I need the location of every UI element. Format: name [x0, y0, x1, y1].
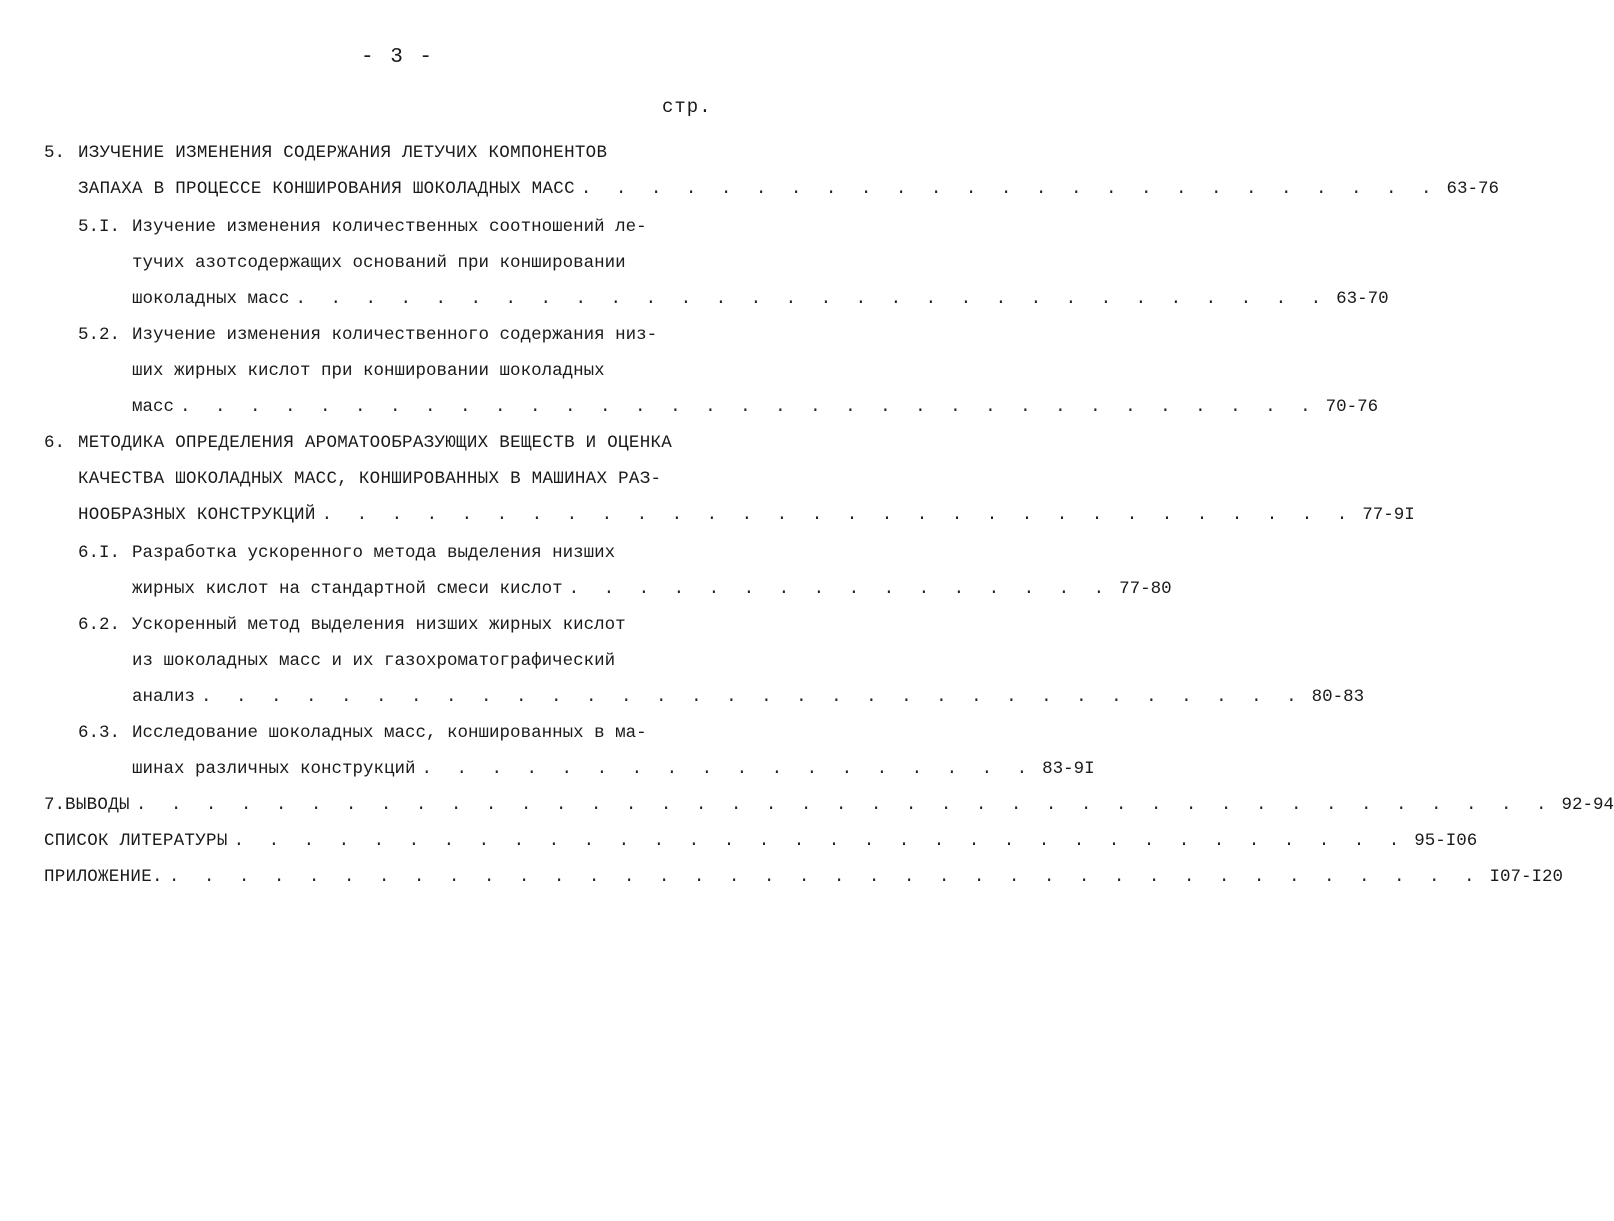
toc-entry-6-3-last-line — [132, 754, 1095, 784]
entry-number: 6.I. — [78, 543, 121, 563]
toc-entry-6-3 — [78, 718, 647, 748]
toc-entry-5-2 — [78, 320, 657, 350]
dot-leader: . . . . . . . . . . . . . . . . . . . . . . . . . . . . . . — [295, 289, 1329, 309]
dot-leader: . . . . . . . . . . . . . . . . — [568, 579, 1112, 599]
entry-pages: 77-80 — [1119, 579, 1172, 599]
toc-entry-6-2 — [78, 610, 626, 640]
entry-title-line: масс — [132, 397, 175, 417]
pages-column-label: стр. — [662, 96, 712, 118]
entry-number: 7. — [44, 795, 66, 815]
dot-leader: . . . . . . . . . . . . . . . . . . . . . . . . . . . . . . — [321, 505, 1355, 525]
toc-entry-6-2-last-line — [132, 682, 1365, 712]
dot-leader: . . . . . . . . . . . . . . . . . . . . . . . . . — [580, 179, 1439, 199]
entry-number: 6.2. — [78, 615, 121, 635]
entry-title-line: ВЫВОДЫ — [65, 795, 130, 815]
toc-entry-references — [44, 826, 1478, 856]
entry-pages: 95-I06 — [1414, 831, 1478, 851]
entry-pages: 63-70 — [1336, 289, 1389, 309]
entry-title-line: КАЧЕСТВА ШОКОЛАДНЫХ МАСС, КОНШИРОВАННЫХ В МАШИНАХ РАЗ- — [78, 469, 662, 489]
entry-title-line: шоколадных масс — [132, 289, 290, 309]
entry-title-line: жирных кислот на стандартной смеси кислот — [132, 579, 563, 599]
entry-title-line: ПРИЛОЖЕНИЕ. — [44, 867, 163, 887]
toc-entry-6-1-last-line — [132, 574, 1172, 604]
entry-title-line: Разработка ускоренного метода выделения низших — [132, 543, 616, 563]
entry-title-line: НООБРАЗНЫХ КОНСТРУКЦИЙ — [78, 505, 316, 525]
entry-title-line: МЕТОДИКА ОПРЕДЕЛЕНИЯ АРОМАТООБРАЗУЮЩИХ ВЕЩЕСТВ И ОЦЕНКА — [78, 433, 673, 453]
toc-entry-5-1-last-line — [132, 284, 1389, 314]
entry-title-line: СПИСОК ЛИТЕРАТУРЫ — [44, 831, 228, 851]
entry-pages: 80-83 — [1311, 687, 1365, 707]
dot-leader: . . . . . . . . . . . . . . . . . . . . . . . . . . . . . . . . . — [180, 397, 1318, 417]
toc-entry-5-last-line — [78, 174, 1499, 204]
toc-entry-6-line-2 — [78, 464, 661, 494]
toc-entry-6-1 — [78, 538, 615, 568]
entry-title-line: анализ — [132, 687, 196, 707]
toc-entry-6-2-line-2 — [132, 646, 615, 676]
toc-entry-5-1 — [78, 212, 647, 242]
entry-title-line: тучих азотсодержащих оснований при коншировании — [132, 253, 626, 273]
entry-title-line: Ускоренный метод выделения низших жирных кислот — [132, 615, 626, 635]
toc-entry-5-1-line-2 — [132, 248, 626, 278]
entry-number: 5. — [44, 143, 66, 163]
entry-number: 5.I. — [78, 217, 121, 237]
entry-title-line: ших жирных кислот при коншировании шоколадных — [132, 361, 605, 381]
toc-entry-6 — [44, 428, 672, 458]
entry-pages: I07-I20 — [1489, 867, 1563, 887]
entry-title-line: Исследование шоколадных масс, коншированных в ма- — [132, 723, 647, 743]
toc-entry-6-last-line — [78, 500, 1415, 530]
entry-pages: 77-9I — [1362, 505, 1415, 525]
page-number: - 3 - — [360, 46, 434, 69]
toc-entry-5-2-line-2 — [132, 356, 605, 386]
dot-leader: . . . . . . . . . . . . . . . . . . . . . . . . . . . . . . . . — [201, 687, 1304, 707]
entry-title-line: ЗАПАХА В ПРОЦЕССЕ КОНШИРОВАНИЯ ШОКОЛАДНЫХ МАСС — [78, 179, 575, 199]
dot-leader: . . . . . . . . . . . . . . . . . . . . . . . . . . . . . . . . . . — [233, 831, 1407, 851]
entry-number: 6. — [44, 433, 66, 453]
toc-entry-7 — [44, 790, 1614, 820]
entry-title-line: шинах различных конструкций — [132, 759, 416, 779]
entry-number: 6.3. — [78, 723, 121, 743]
toc-entry-5-2-last-line — [132, 392, 1379, 422]
entry-title-line: Изучение изменения количественных соотношений ле- — [132, 217, 647, 237]
entry-pages: 70-76 — [1325, 397, 1379, 417]
entry-number: 5.2. — [78, 325, 121, 345]
entry-pages: 63-76 — [1446, 179, 1499, 199]
entry-title-line: ИЗУЧЕНИЕ ИЗМЕНЕНИЯ СОДЕРЖАНИЯ ЛЕТУЧИХ КОМПОНЕНТОВ — [78, 143, 608, 163]
entry-title-line: из шоколадных масс и их газохроматографический — [132, 651, 616, 671]
entry-title-line: Изучение изменения количественного содержания низ- — [132, 325, 658, 345]
dot-leader: . . . . . . . . . . . . . . . . . . . . . . . . . . . . . . . . . . . . . . — [168, 867, 1482, 887]
entry-pages: 92-94 — [1561, 795, 1614, 815]
entry-pages: 83-9I — [1042, 759, 1095, 779]
dot-leader: . . . . . . . . . . . . . . . . . . — [421, 759, 1035, 779]
toc-entry-5 — [44, 138, 607, 168]
dot-leader: . . . . . . . . . . . . . . . . . . . . . . . . . . . . . . . . . . . . . . . . . — [135, 795, 1554, 815]
toc-entry-appendix — [44, 862, 1563, 892]
